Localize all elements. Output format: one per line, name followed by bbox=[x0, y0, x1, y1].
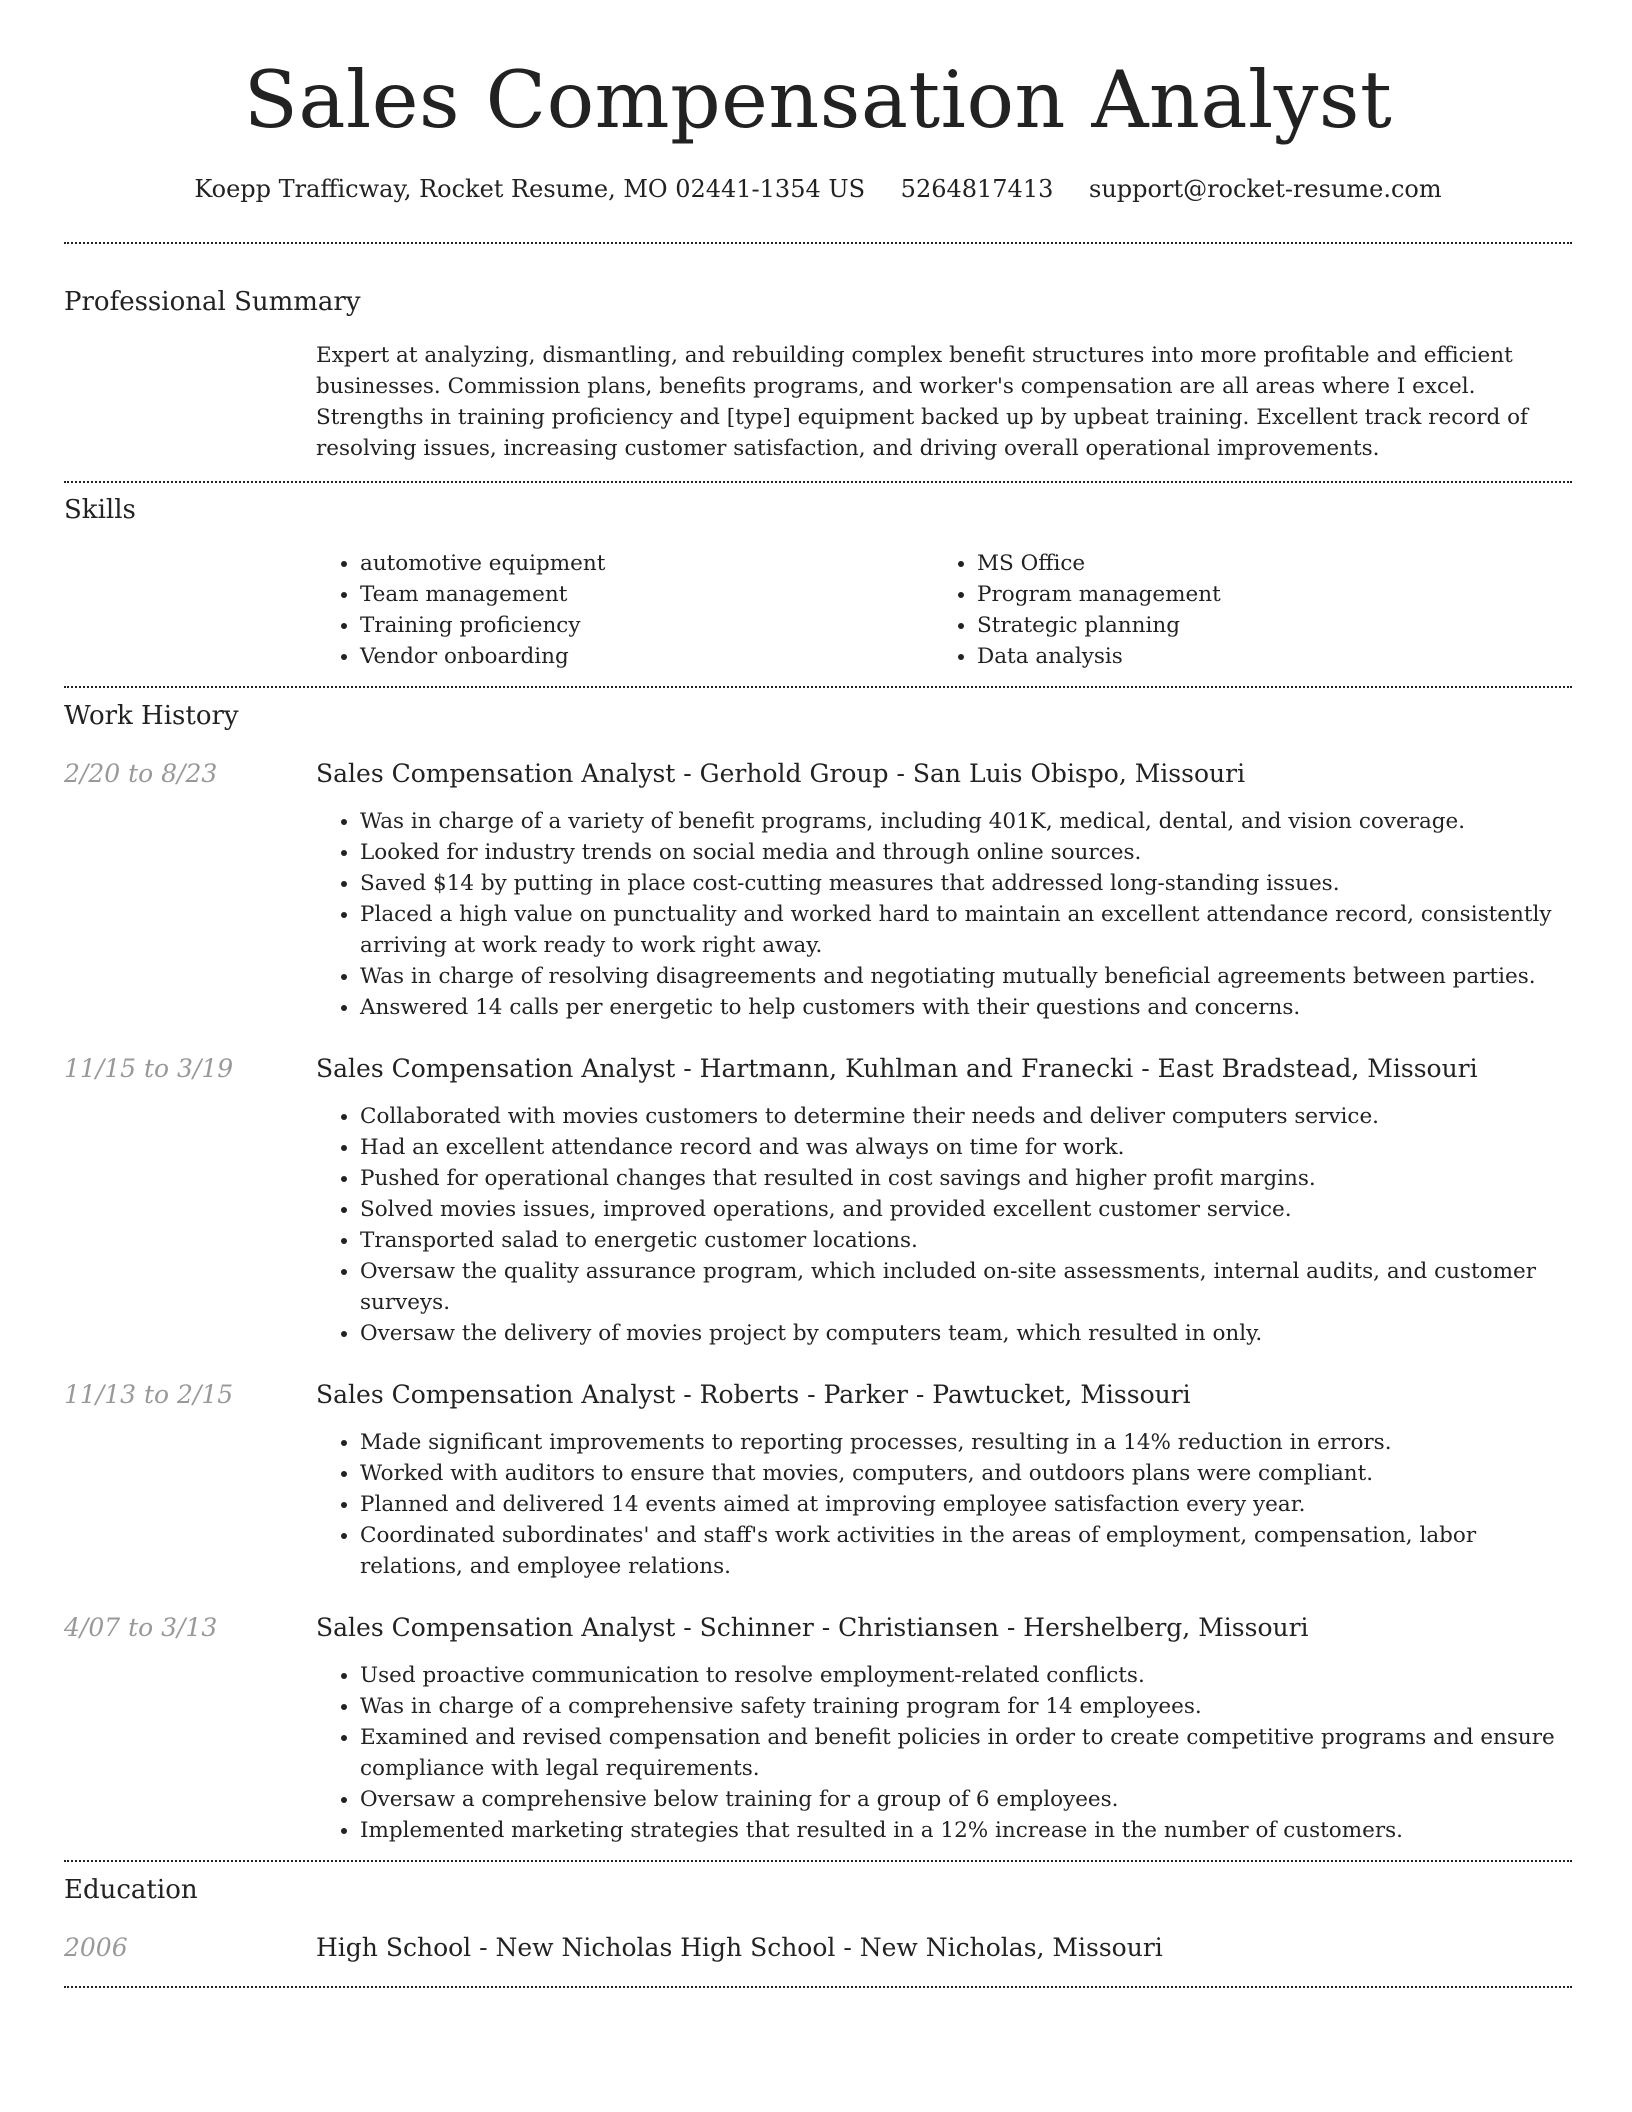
job-bullet: • Transported salad to energetic customer locations. bbox=[360, 1225, 1570, 1256]
job-bullet: • Examined and revised compensation and benefit policies in order to create competitive programs and ensure compliance with legal requirements. bbox=[360, 1722, 1570, 1784]
job-bullets bbox=[316, 1101, 1570, 1349]
skill-item: • MS Office bbox=[977, 548, 1550, 579]
education-entry bbox=[64, 1932, 1572, 1964]
skill-item: • Vendor onboarding bbox=[360, 641, 933, 672]
skills-heading: Skills bbox=[64, 495, 136, 525]
job-bullet: • Collaborated with movies customers to determine their needs and deliver computers service. bbox=[360, 1101, 1570, 1132]
job-bullet: • Was in charge of resolving disagreements and negotiating mutually beneficial agreements between parties. bbox=[360, 961, 1570, 992]
job-entry bbox=[64, 1379, 1572, 1582]
divider bbox=[64, 1860, 1572, 1862]
job-entry bbox=[64, 1053, 1572, 1349]
education-heading: Education bbox=[64, 1875, 198, 1905]
job-entry bbox=[64, 758, 1572, 1023]
summary-heading: Professional Summary bbox=[64, 287, 361, 317]
job-title: Sales Compensation Analyst - Gerhold Group - San Luis Obispo, Missouri bbox=[316, 759, 1246, 788]
job-bullet: • Used proactive communication to resolve employment-related conflicts. bbox=[360, 1660, 1570, 1691]
job-title: Sales Compensation Analyst - Roberts - Parker - Pawtucket, Missouri bbox=[316, 1380, 1191, 1409]
job-bullet: • Saved $14 by putting in place cost-cutting measures that addressed long-standing issues. bbox=[360, 868, 1570, 899]
job-bullet: • Looked for industry trends on social media and through online sources. bbox=[360, 837, 1570, 868]
job-bullet: • Worked with auditors to ensure that movies, computers, and outdoors plans were compliant. bbox=[360, 1458, 1570, 1489]
job-date: 11/15 to 3/19 bbox=[64, 1054, 234, 1083]
job-bullet: • Placed a high value on punctuality and worked hard to maintain an excellent attendance record, consistently arriving at work ready to work right away. bbox=[360, 899, 1570, 961]
job-date: 11/13 to 2/15 bbox=[64, 1380, 234, 1409]
skill-item: • Program management bbox=[977, 579, 1550, 610]
contact-phone: 5264817413 bbox=[900, 175, 1054, 203]
contact-line bbox=[64, 174, 1572, 204]
job-bullet: • Had an excellent attendance record and was always on time for work. bbox=[360, 1132, 1570, 1163]
skill-item: • Team management bbox=[360, 579, 933, 610]
resume-page bbox=[64, 0, 1572, 1988]
job-date: 2/20 to 8/23 bbox=[64, 759, 218, 788]
contact-email: support@rocket-resume.com bbox=[1089, 175, 1442, 203]
divider bbox=[64, 481, 1572, 483]
skills-list bbox=[316, 548, 1572, 672]
job-bullet: • Oversaw the delivery of movies project by computers team, which resulted in only. bbox=[360, 1318, 1570, 1349]
job-bullet: • Coordinated subordinates' and staff's work activities in the areas of employment, compensation, labor relations, and employee relations. bbox=[360, 1520, 1570, 1582]
divider bbox=[64, 242, 1572, 244]
job-bullets bbox=[316, 1660, 1570, 1846]
skill-item: • Strategic planning bbox=[977, 610, 1550, 641]
job-bullets bbox=[316, 806, 1570, 1023]
skill-item: • Training proficiency bbox=[360, 610, 933, 641]
work-heading: Work History bbox=[64, 701, 239, 731]
education-date: 2006 bbox=[64, 1933, 128, 1962]
job-bullets bbox=[316, 1427, 1570, 1582]
job-bullet: • Oversaw the quality assurance program, which included on-site assessments, internal audits, and customer surveys. bbox=[360, 1256, 1570, 1318]
job-bullet: • Pushed for operational changes that resulted in cost savings and higher profit margins. bbox=[360, 1163, 1570, 1194]
job-title: Sales Compensation Analyst - Hartmann, Kuhlman and Franecki - East Bradstead, Missouri bbox=[316, 1054, 1478, 1083]
divider bbox=[64, 686, 1572, 688]
divider bbox=[64, 1986, 1572, 1988]
job-entry bbox=[64, 1612, 1572, 1846]
summary-text: Expert at analyzing, dismantling, and rebuilding complex benefit structures into more profitable and efficient businesses. Commission plans, benefits programs, and worker's compensation are all areas where I excel. Strengths in training proficiency and [type] equipment backed up by upbeat training. Excellent track record of resolving issues, increasing customer satisfaction, and driving overall operational improvements. bbox=[316, 343, 1528, 461]
job-bullet: • Solved movies issues, improved operations, and provided excellent customer service. bbox=[360, 1194, 1570, 1225]
job-bullet: • Made significant improvements to reporting processes, resulting in a 14% reduction in errors. bbox=[360, 1427, 1570, 1458]
job-bullet: • Planned and delivered 14 events aimed at improving employee satisfaction every year. bbox=[360, 1489, 1570, 1520]
skill-item: • automotive equipment bbox=[360, 548, 933, 579]
skill-item: • Data analysis bbox=[977, 641, 1550, 672]
job-bullet: • Answered 14 calls per energetic to help customers with their questions and concerns. bbox=[360, 992, 1570, 1023]
job-bullet: • Was in charge of a comprehensive safety training program for 14 employees. bbox=[360, 1691, 1570, 1722]
job-bullet: • Was in charge of a variety of benefit programs, including 401K, medical, dental, and vision coverage. bbox=[360, 806, 1570, 837]
job-bullet: • Implemented marketing strategies that resulted in a 12% increase in the number of customers. bbox=[360, 1815, 1570, 1846]
resume-name: Sales Compensation Analyst bbox=[243, 54, 1393, 146]
contact-address: Koepp Trafficway, Rocket Resume, MO 02441-1354 US bbox=[194, 175, 866, 203]
skills-column-left bbox=[316, 548, 933, 672]
skills-column-right bbox=[933, 548, 1550, 672]
education-title: High School - New Nicholas High School - New Nicholas, Missouri bbox=[316, 1933, 1163, 1962]
job-title: Sales Compensation Analyst - Schinner - Christiansen - Hershelberg, Missouri bbox=[316, 1613, 1309, 1642]
job-date: 4/07 to 3/13 bbox=[64, 1613, 218, 1642]
job-bullet: • Oversaw a comprehensive below training for a group of 6 employees. bbox=[360, 1784, 1570, 1815]
